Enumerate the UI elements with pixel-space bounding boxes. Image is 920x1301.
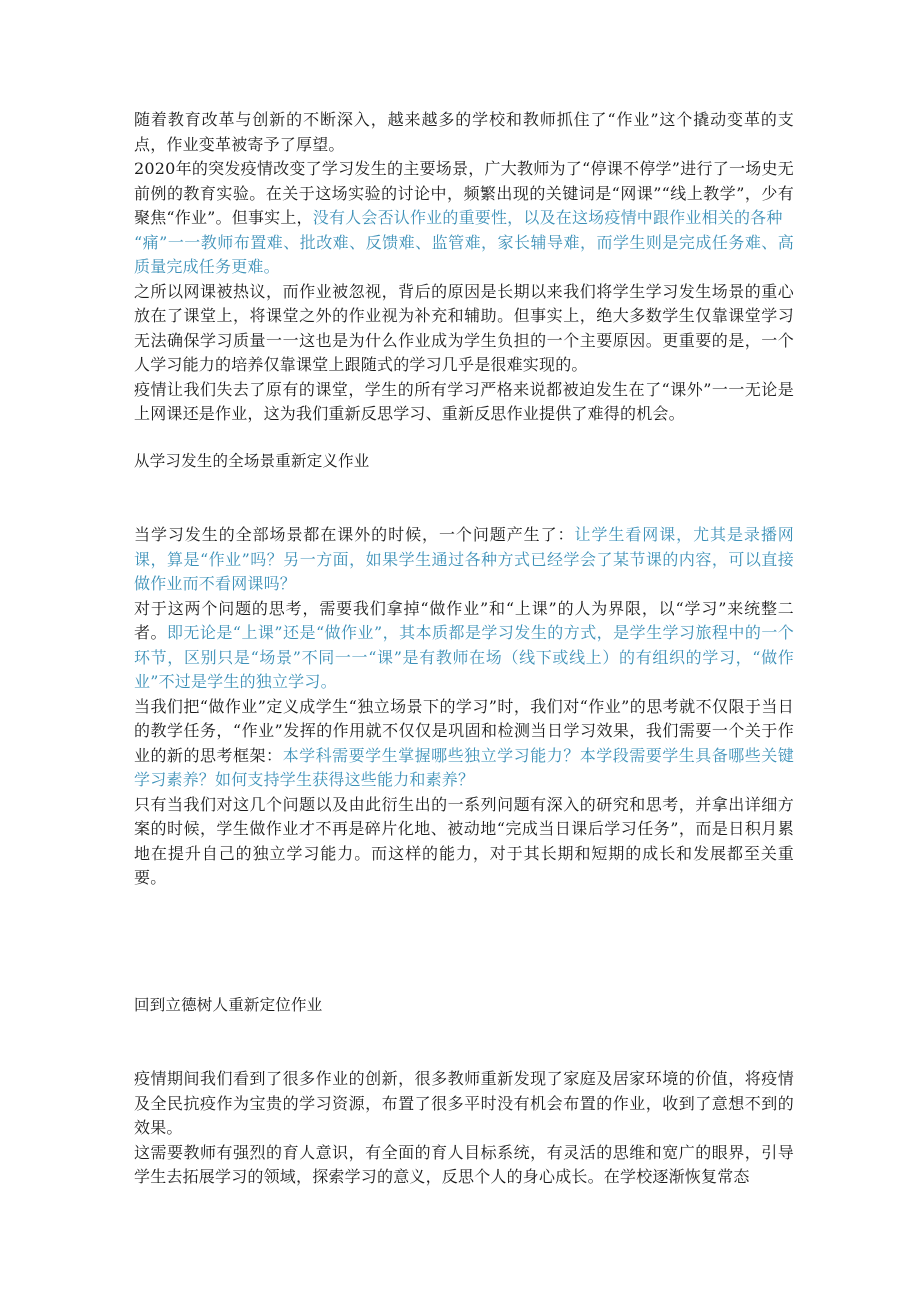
paragraph-text: 2020年的突发疫情改变了学习发生的主要场景，广大教师为了“停课不停学”进行了一场史无前例的教育实验。在关于这场实验的讨论中，频繁出现的关键词是“网课”“线上教学”，少有聚焦“作业”。但事实上， — [134, 159, 794, 227]
paragraph-innovation: 疫情期间我们看到了很多作业的创新，很多教师重新发现了家庭及居家环境的价值，将疫情及全民抗疫作为宝贵的学习资源，布置了很多平时没有机会布置的作业，收到了意想不到的效果。 — [134, 1069, 794, 1137]
paragraph-pain-points: “痛”一一教师布置难、批改难、反馈难、监管难，家长辅导难，而学生则是完成任务难、高质量完成任务更难。 — [134, 232, 794, 276]
paragraph-text: 当我们把“做作业”定义成学生“独立场景下的学习”时，我们对“作业”的思考就不仅限于当日的教学任务，“作业”发挥的作用就不仅仅是巩固和检测当日学习效果，我们需要一个关于作业的新的思考框架： — [134, 696, 794, 765]
section-heading-redefine: 从学习发生的全场景重新定义作业 — [134, 451, 370, 470]
paragraph-online-vs-homework: 之所以网课被热议，而作业被忽视，背后的原因是长期以来我们将学生学习发生场景的重心放在了课堂上，将课堂之外的作业视为补充和辅助。但事实上，绝大多数学生仅靠课堂学习无法确保学习质量一一这也是为什么作业成为学生负担的一个主要原因。更重要的是，一个人学习能力的培养仅靠课堂上跟随式的学习几乎是很难实现的。 — [134, 281, 794, 374]
paragraph-text: 当学习发生的全部场景都在课外的时候，一个问题产生了： — [134, 525, 575, 544]
paragraph-framework — [134, 695, 794, 793]
paragraph-intro: 随着教育改革与创新的不断深入，越来越多的学校和教师抓住了“作业”这个撬动变革的支点，作业变革被寄予了厚望。 — [134, 110, 794, 154]
paragraph-epidemic — [134, 157, 794, 231]
paragraph-text: 对于这两个问题的思考，需要我们拿掉“做作业”和“上课”的人为界限，以“学习”来统整二者。 — [134, 598, 794, 642]
paragraph-learning-unify — [134, 597, 794, 695]
paragraph-question — [134, 523, 794, 597]
highlighted-text: 本学科需要学生掌握哪些独立学习能力？本学段需要学生具备哪些关键学习素养？如何支持学生获得这些能力和素养？ — [134, 745, 794, 789]
paragraph-educator-awareness: 这需要教师有强烈的育人意识，有全面的育人目标系统，有灵活的思维和宽广的眼界，引导学生去拓展学习的领域，探索学习的意义，反思个人的身心成长。在学校逐渐恢复常态 — [134, 1142, 794, 1186]
section-heading-reposition: 回到立德树人重新定位作业 — [134, 995, 323, 1014]
highlighted-text: 没有人会否认作业的重要性，以及在这场疫情中跟作业相关的各种 — [312, 208, 783, 227]
paragraph-lost-classroom: 疫情让我们失去了原有的课堂，学生的所有学习严格来说都被迫发生在了“课外”一一无论是上网课还是作业，这为我们重新反思学习、重新反思作业提供了难得的机会。 — [134, 379, 794, 423]
paragraph-independent-ability: 只有当我们对这几个问题以及由此衍生出的一系列问题有深入的研究和思考，并拿出详细方案的时候，学生做作业才不再是碎片化地、被动地“完成当日课后学习任务”，而是日积月累地在提升自己的独立学习能力。而这样的能力，对于其长期和短期的成长和发展都至关重要。 — [134, 794, 794, 887]
document-body — [134, 108, 794, 1190]
highlighted-text: 即无论是“上课”还是“做作业”，其本质都是学习发生的方式，是学生学习旅程中的一个环节，区别只是“场景”不同一一“课”是有教师在场（线下或线上）的有组织的学习，“做作业”不过是学生的独立学习。 — [134, 623, 794, 691]
highlighted-text: 让学生看网课，尤其是录播网课，算是“作业”吗？另一方面，如果学生通过各种方式已经学会了某节课的内容，可以直接做作业而不看网课吗？ — [134, 525, 795, 593]
